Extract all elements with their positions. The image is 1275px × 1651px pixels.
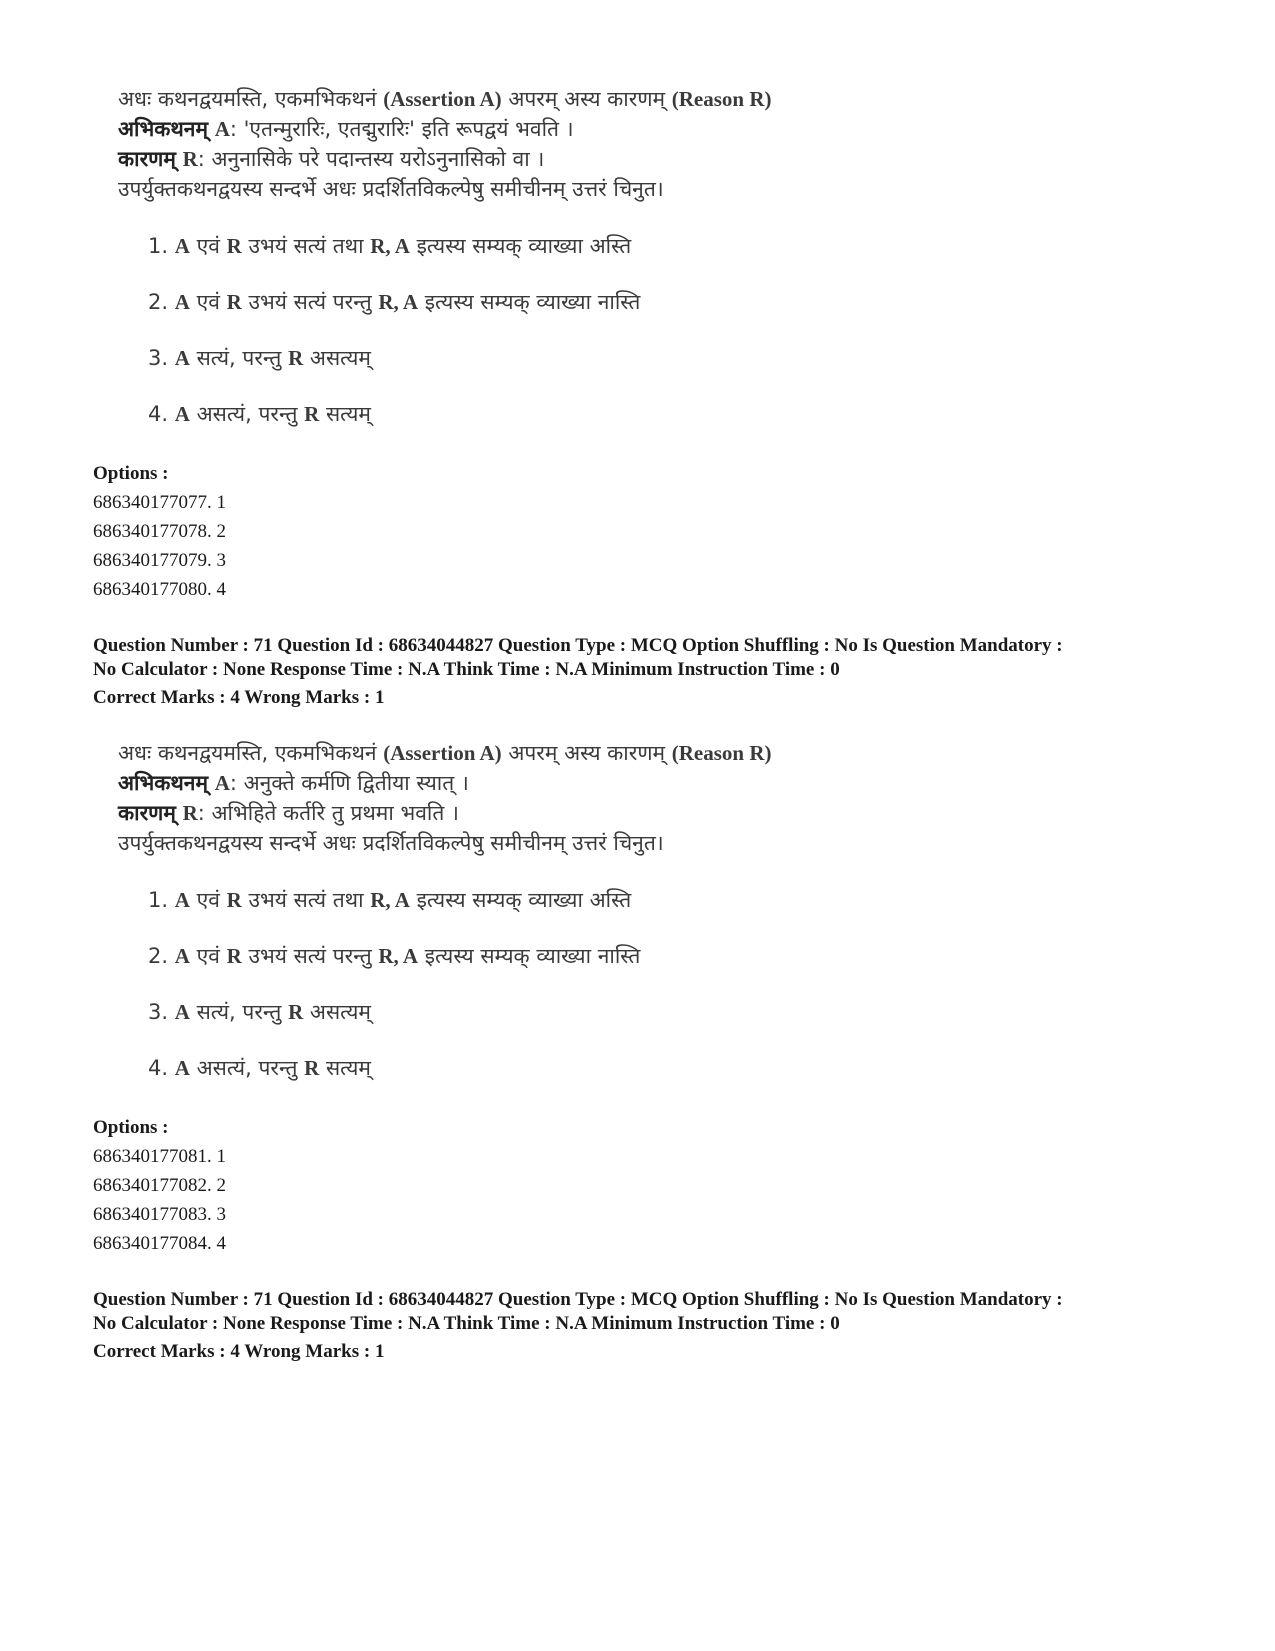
option-item: 686340177078. 2	[93, 521, 226, 542]
instruction-line: उपर्युक्तकथनद्वयस्य सन्दर्भे अधः प्रदर्शितविकल्पेषु समीचीनम् उत्तरं चिनुत।	[118, 831, 664, 855]
choice-item: 1. A एवं R उभयं सत्यं तथा R, A इत्यस्य सम्यक् व्याख्या अस्ति	[148, 888, 632, 912]
option-item: 686340177079. 3	[93, 550, 226, 571]
option-item: 686340177077. 1	[93, 492, 226, 513]
option-item: 686340177080. 4	[93, 579, 226, 600]
meta-line: No Calculator : None Response Time : N.A Think Time : N.A Minimum Instruction Time : 0	[93, 1313, 840, 1334]
intro-line: अधः कथनद्वयमस्ति, एकमभिकथनं (Assertion A) अपरम् अस्य कारणम् (Reason R)	[118, 87, 772, 111]
options-header: Options :	[93, 1117, 169, 1138]
meta-line: Question Number : 71 Question Id : 68634044827 Question Type : MCQ Option Shuffling : No Is Question Mandatory :	[93, 635, 1063, 656]
intro-line: अधः कथनद्वयमस्ति, एकमभिकथनं (Assertion A) अपरम् अस्य कारणम् (Reason R)	[118, 741, 772, 765]
choice-item: 3. A सत्यं, परन्तु R असत्यम्	[148, 346, 371, 370]
instruction-line: उपर्युक्तकथनद्वयस्य सन्दर्भे अधः प्रदर्शितविकल्पेषु समीचीनम् उत्तरं चिनुत।	[118, 177, 664, 201]
question-meta	[93, 634, 1213, 710]
reason-line: कारणम् R: अभिहिते कर्तरि तु प्रथमा भवति ।	[118, 801, 459, 825]
question-image	[118, 738, 1018, 1098]
assertion-line: अभिकथनम् A: अनुक्ते कर्मणि द्वितीया स्यात् ।	[118, 771, 469, 795]
options-header: Options :	[93, 463, 169, 484]
choice-item: 2. A एवं R उभयं सत्यं परन्तु R, A इत्यस्य सम्यक् व्याख्या नास्ति	[148, 290, 641, 314]
meta-line: Question Number : 71 Question Id : 68634044827 Question Type : MCQ Option Shuffling : No Is Question Mandatory :	[93, 1289, 1063, 1310]
question-meta	[93, 1288, 1213, 1364]
option-item: 686340177084. 4	[93, 1233, 226, 1254]
question-image	[118, 84, 1018, 444]
options-list	[93, 1113, 226, 1258]
choice-item: 3. A सत्यं, परन्तु R असत्यम्	[148, 1000, 371, 1024]
choice-item: 4. A असत्यं, परन्तु R सत्यम्	[148, 1056, 371, 1080]
meta-line: Correct Marks : 4 Wrong Marks : 1	[93, 1341, 385, 1362]
assertion-line: अभिकथनम् A: 'एतन्मुरारिः, एतद्मुरारिः' इति रूपद्वयं भवति ।	[118, 117, 574, 141]
option-item: 686340177083. 3	[93, 1204, 226, 1225]
choice-item: 1. A एवं R उभयं सत्यं तथा R, A इत्यस्य सम्यक् व्याख्या अस्ति	[148, 234, 632, 258]
choice-item: 4. A असत्यं, परन्तु R सत्यम्	[148, 402, 371, 426]
reason-line: कारणम् R: अनुनासिके परे पदान्तस्य यरोऽनुनासिको वा ।	[118, 147, 545, 171]
meta-line: No Calculator : None Response Time : N.A Think Time : N.A Minimum Instruction Time : 0	[93, 659, 840, 680]
choice-item: 2. A एवं R उभयं सत्यं परन्तु R, A इत्यस्य सम्यक् व्याख्या नास्ति	[148, 944, 641, 968]
option-item: 686340177081. 1	[93, 1146, 226, 1167]
options-list	[93, 459, 226, 604]
meta-line: Correct Marks : 4 Wrong Marks : 1	[93, 687, 385, 708]
option-item: 686340177082. 2	[93, 1175, 226, 1196]
